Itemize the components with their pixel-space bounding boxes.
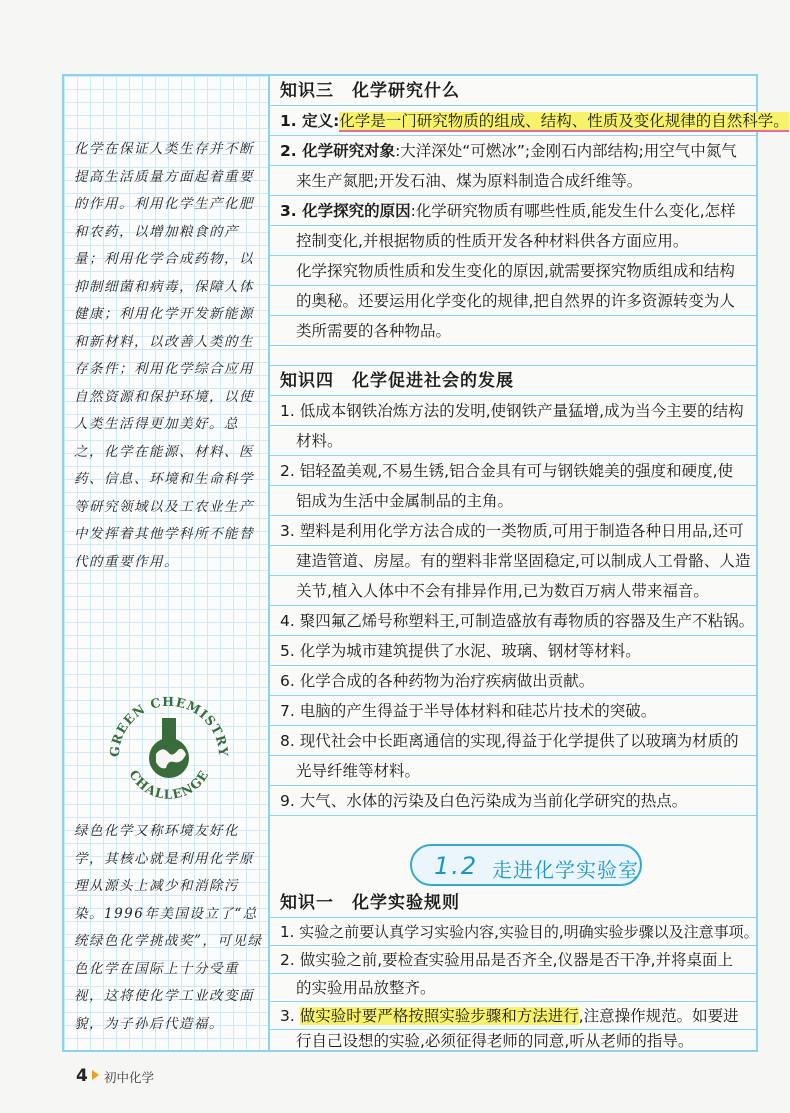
k3-item-2-line-2: 来生产氮肥;开发石油、煤为原料制造合成纤维等。	[296, 172, 643, 190]
ruled-line	[270, 136, 756, 166]
ruled-line	[270, 226, 756, 256]
ruled-line	[270, 486, 756, 516]
ruled-line	[270, 606, 756, 636]
page-number: 4	[76, 1066, 88, 1086]
k3-item-3-label: 3. 化学探究的原因	[280, 202, 411, 220]
k1-item-1: 1. 实验之前要认真学习实验内容,实验目的,明确实验步骤以及注意事项。	[280, 923, 759, 941]
k3-item-3-line-2: 控制变化,并根据物质的性质开发各种材料供各方面应用。	[296, 232, 689, 250]
flask-icon	[149, 718, 189, 778]
ruled-line	[270, 918, 759, 946]
ruled-line	[270, 256, 756, 286]
k3-item-3-line-1	[280, 198, 750, 225]
k1-item-2-line-2: 的实验用品放整齐。	[296, 979, 436, 997]
k4-item-1-line-2: 材料。	[296, 432, 343, 450]
logo-text-bottom: CHALLENGE	[126, 767, 212, 802]
ruled-line	[270, 426, 756, 456]
heading-knowledge-4: 知识四 化学促进社会的发展	[280, 371, 514, 391]
k3-para-line-2: 的奥秘。还要运用化学变化的规律,把自然界的许多资源转变为人	[296, 292, 735, 310]
handwritten-note-bottom: 绿色化学又称环境友好化学，其核心就是利用化学原理从源头上减少和消除污染。1996年美国设立了“总统绿色化学挑战奖”，可见绿色化学在国际上十分受重视，这将使化学工业改变面貌，为子孙后代造福。	[74, 823, 263, 1032]
k4-item-5: 5. 化学为城市建筑提供了水泥、玻璃、钢材等材料。	[280, 642, 641, 660]
ruled-line	[270, 76, 756, 106]
k3-item-3-text: :化学研究物质有哪些性质,能发生什么变化,怎样	[410, 202, 736, 220]
ruled-line	[270, 286, 756, 316]
k3-item-2-line-1	[280, 138, 750, 165]
ruled-line	[270, 166, 756, 196]
section-title: 走进化学实验室	[492, 858, 639, 882]
ruled-line	[270, 546, 756, 576]
ruled-line	[270, 396, 756, 426]
highlight-definition: 化学是一门研究物质的组成、结构、性质及变化规律的自然科学。	[339, 112, 789, 130]
k3-para-line-3: 类所需要的各种物品。	[296, 322, 452, 340]
ruled-line	[270, 1030, 756, 1052]
k3-item-2-label: 2. 化学研究对象	[280, 142, 396, 160]
ruled-line	[270, 456, 756, 486]
ruled-line	[270, 316, 756, 346]
handwritten-note-top: 化学在保证人类生存并不断提高生活质量方面起着重要的作用。利用化学生产化肥和农药，以增加粮食的产量；利用化学合成药物，以抑制细菌和病毒，保障人体健康；利用化学开发新能源和新材料，以改善人类的生存条件；利用化学综合应用自然资源和保护环境，以使人类生活得更加美好。总之，化学在能源、材料、医药、信息、环境和生命科学等研究领域以及工农业生产中发挥着其他学科所不能替代的重要作用。	[74, 141, 254, 570]
k4-item-8-line-2: 光导纤维等材料。	[296, 762, 421, 780]
ruled-line	[270, 888, 756, 918]
heading-knowledge-1: 知识一 化学实验规则	[280, 893, 460, 913]
ruled-line	[270, 346, 756, 366]
green-chemistry-logo	[104, 694, 234, 814]
ruled-line	[270, 756, 756, 786]
note-sidebar	[62, 74, 270, 1052]
content-panel	[270, 74, 789, 1052]
k3-item-1	[280, 108, 789, 135]
k1-item-3-line-2: 行自己设想的实验,必须征得老师的同意,听从老师的指导。	[296, 1032, 694, 1050]
k1-item-3-rest: ,注意操作规范。如要进	[578, 1007, 739, 1025]
ruled-line	[270, 516, 756, 546]
k4-item-2-line-2: 铝成为生活中金属制品的主角。	[296, 492, 514, 510]
ruled-line	[270, 696, 756, 726]
ruled-line	[270, 974, 756, 1002]
ruled-line	[270, 1002, 756, 1030]
k3-item-1-label: 1. 定义:	[280, 112, 340, 130]
ruled-line	[270, 576, 756, 606]
ruled-line	[270, 366, 756, 396]
ruled-line	[270, 636, 756, 666]
section-title-pill	[410, 844, 642, 886]
heading-knowledge-3: 知识三 化学研究什么	[280, 81, 460, 101]
k4-item-3-line-2: 建造管道、房屋。有的塑料非常坚固稳定,可以制成人工骨骼、人造	[296, 552, 751, 570]
k1-item-3-line-1	[280, 1003, 750, 1030]
ruled-line	[270, 946, 756, 974]
k4-item-7: 7. 电脑的产生得益于半导体材料和硅芯片技术的突破。	[280, 702, 657, 720]
ruled-line	[270, 726, 756, 756]
ruled-line	[270, 106, 789, 136]
k4-item-3-line-1: 3. 塑料是利用化学方法合成的一类物质,可用于制造各种日用品,还可	[280, 522, 744, 540]
k4-item-2-line-1: 2. 铝轻盈美观,不易生锈,铝合金具有可与钢铁媲美的强度和硬度,使	[280, 462, 733, 480]
section-number: 1.2	[434, 852, 479, 880]
ruled-line	[270, 196, 756, 226]
ruled-line	[270, 666, 756, 696]
logo-text-top: GREEN CHEMISTRY	[106, 694, 232, 758]
arrow-right-icon	[92, 1070, 99, 1080]
k3-item-2-text: :大洋深处“可燃冰”;金刚石内部结构;用空气中氮气	[395, 142, 737, 160]
k4-item-6: 6. 化学合成的各种药物为治疗疾病做出贡献。	[280, 672, 595, 690]
k4-item-8-line-1: 8. 现代社会中长距离通信的实现,得益于化学提供了以玻璃为材质的	[280, 732, 739, 750]
k3-para-line-1: 化学探究物质性质和发生变化的原因,就需要探究物质组成和结构	[296, 262, 735, 280]
k1-item-3-number: 3.	[280, 1007, 300, 1025]
highlight-procedure: 做实验时要严格按照实验步骤和方法进行	[299, 1007, 579, 1025]
k4-item-1-line-1: 1. 低成本钢铁冶炼方法的发明,使钢铁产量猛增,成为当今主要的结构	[280, 402, 744, 420]
k4-item-4: 4. 聚四氟乙烯号称塑料王,可制造盛放有毒物质的容器及生产不粘锅。	[280, 612, 755, 630]
ruled-line	[270, 786, 756, 816]
book-title: 初中化学	[104, 1070, 155, 1085]
k1-item-2-line-1: 2. 做实验之前,要检查实验用品是否齐全,仪器是否干净,并将桌面上	[280, 951, 733, 969]
k4-item-3-line-3: 关节,植入人体中不会有排异作用,已为数百万病人带来福音。	[296, 582, 709, 600]
k4-item-9: 9. 大气、水体的污染及白色污染成为当前化学研究的热点。	[280, 792, 688, 810]
